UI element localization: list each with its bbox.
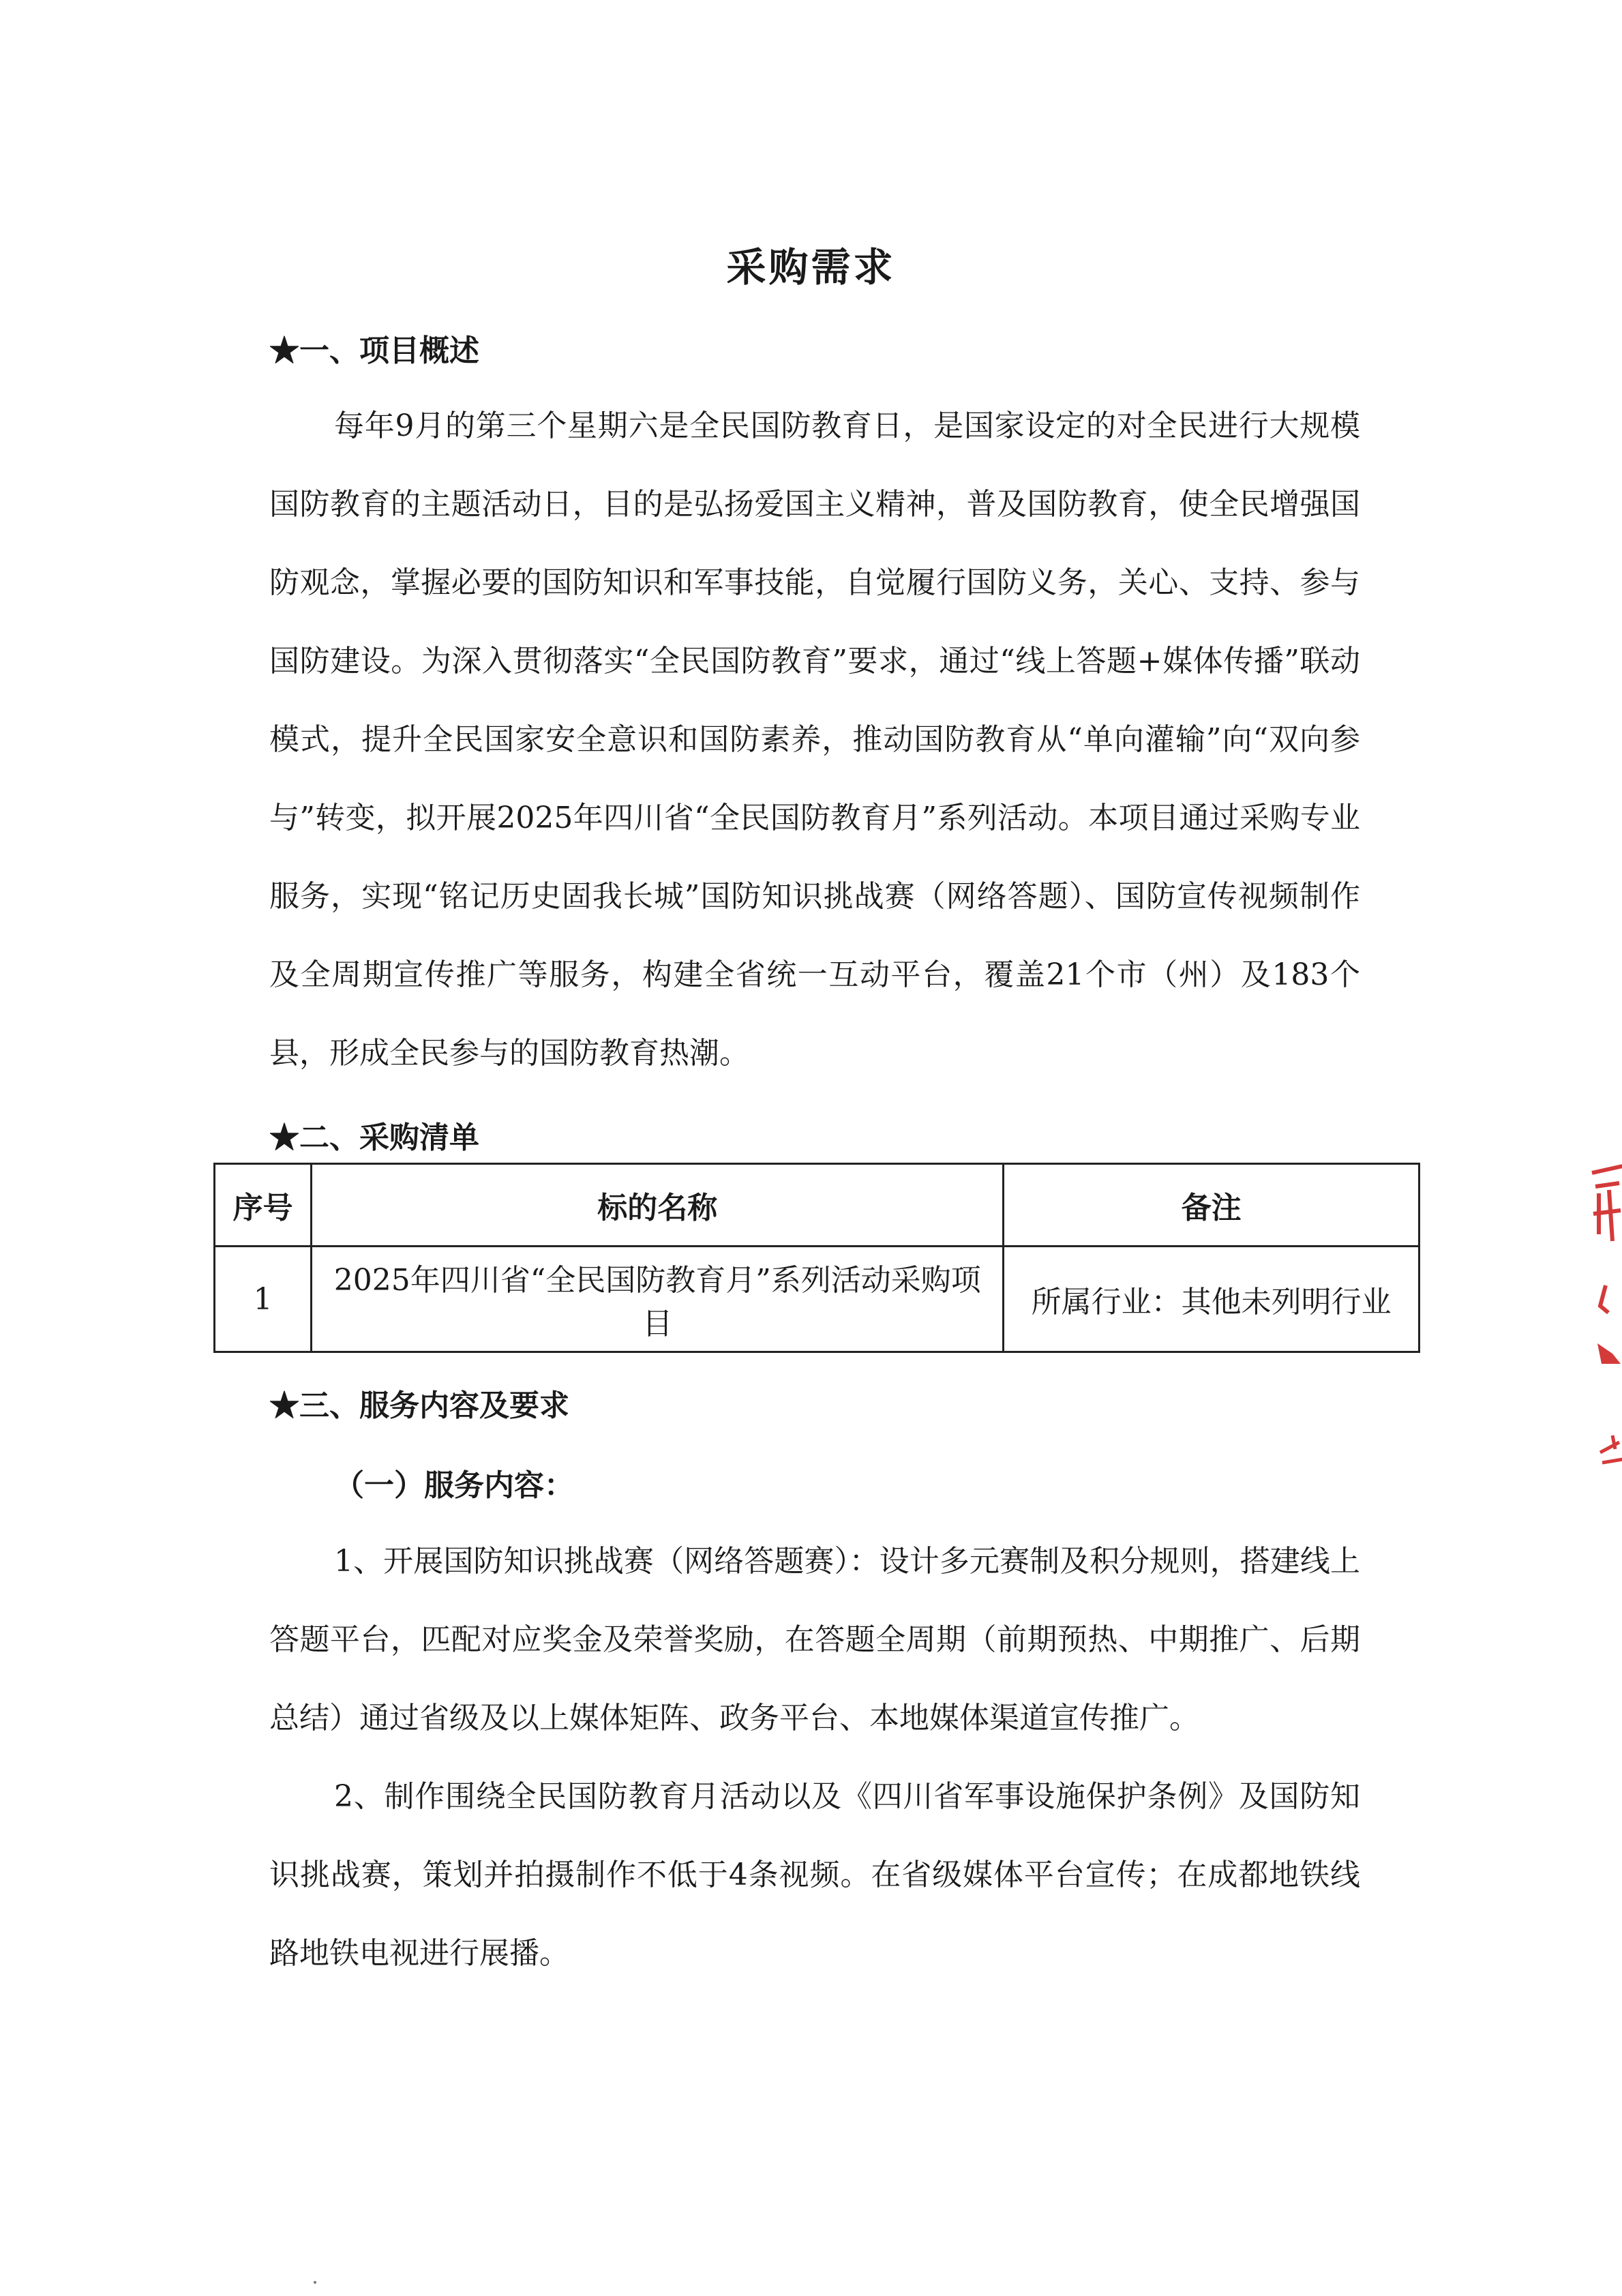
scan-speck: [314, 2281, 316, 2284]
header-no: 序号: [215, 1164, 312, 1247]
row-note: 所属行业：其他未列明行业: [1004, 1247, 1420, 1352]
table-header-row: [215, 1164, 1420, 1247]
document-title: 采购需求: [726, 244, 896, 290]
service-item-1: 1、开展国防知识挑战赛（网络答题赛）：设计多元赛制及积分规则，搭建线上答题平台，匹配对应奖金及荣誉奖励，在答题全周期（前期预热、中期推广、后期总结）通过省级及以上媒体矩阵、政务平台、本地媒体渠道宣传推广。: [269, 1544, 1360, 1735]
purchase-list-table: [213, 1163, 1420, 1353]
header-name: 标的名称: [312, 1164, 1004, 1247]
row-no: 1: [215, 1247, 312, 1352]
table-row: [215, 1247, 1420, 1352]
section-heading-service: ★三、服务内容及要求: [269, 1388, 569, 1423]
row-name: 2025年四川省“全民国防教育月”系列活动采购项目: [312, 1247, 1004, 1352]
section-heading-purchase-list: ★二、采购清单: [269, 1120, 479, 1155]
seal-stamp-icon: [1585, 1159, 1622, 1487]
overview-paragraph: 每年9月的第三个星期六是全民国防教育日，是国家设定的对全民进行大规模国防教育的主题活动日，目的是弘扬爱国主义精神，普及国防教育，使全民增强国防观念，掌握必要的国防知识和军事技能，自觉履行国防义务，关心、支持、参与国防建设。为深入贯彻落实“全民国防教育”要求，通过“线上答题+媒体传播”联动模式，提升全民国家安全意识和国防素养，推动国防教育从“单向灌输”向“双向参与”转变，拟开展2025年四川省“全民国防教育月”系列活动。本项目通过采购专业服务，实现“铭记历史固我长城”国防知识挑战赛（网络答题）、国防宣传视频制作及全周期宣传推广等服务，构建全省统一互动平台，覆盖21个市（州）及183个县，形成全民参与的国防教育热潮。: [269, 408, 1360, 1071]
service-content-subheading: （一）服务内容：: [334, 1468, 574, 1503]
service-item-2: 2、制作围绕全民国防教育月活动以及《四川省军事设施保护条例》及国防知识挑战赛，策划并拍摄制作不低于4条视频。在省级媒体平台宣传；在成都地铁线路地铁电视进行展播。: [269, 1779, 1360, 1971]
section-heading-overview: ★一、项目概述: [269, 333, 479, 368]
header-note: 备注: [1004, 1164, 1420, 1247]
